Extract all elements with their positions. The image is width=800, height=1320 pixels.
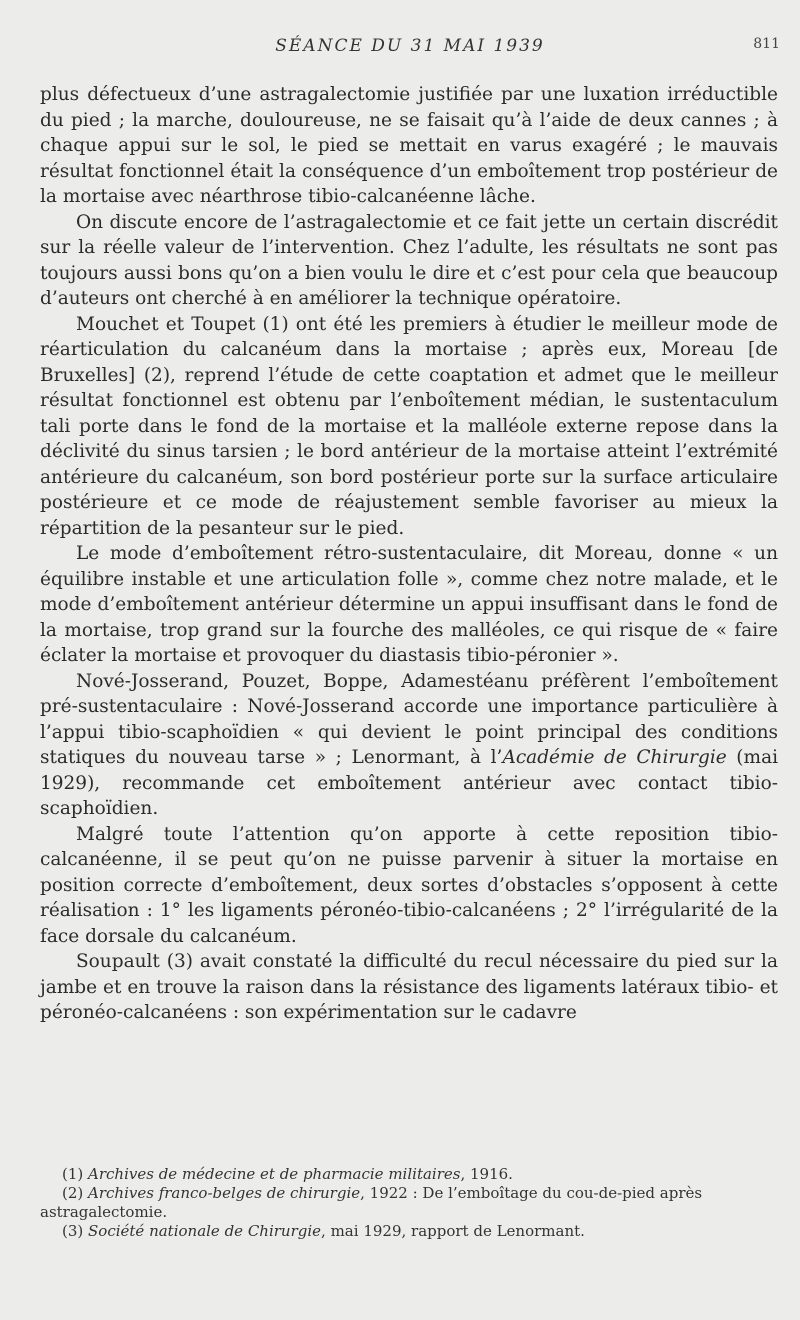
paragraph-5: [40, 669, 778, 822]
footnote-2-mark: (2): [62, 1184, 89, 1202]
footnotes: [40, 1165, 778, 1241]
page-header: [40, 36, 780, 64]
paragraph-4: Le mode d’emboîtement rétro-sustentaculaire, dit Moreau, donne « un équilibre instable et une articulation folle », comme chez notre malade, et le mode d’emboîtement antérieur détermine un appui insuffisant dans le fond de la mortaise, trop grand sur la fourche des malléoles, ce qui risque de « faire éclater la mortaise et provoquer du diastasis tibio-péronier ».: [40, 543, 778, 666]
footnote-2-rest: , 1922 : De l’emboîtage du cou-de-pied après astragalectomie.: [40, 1184, 703, 1221]
paragraph-5-text-a: Nové-Josserand, Pouzet, Boppe, Adamestéanu préfèrent l’emboîtement pré-sustentaculaire : Nové-Josserand accorde une importance particulière à l’appui tibio-scaphoïdien « qui devient le point principal des conditions statiques du nouveau tarse » ; Lenormant, à l’: [40, 670, 778, 768]
body-text: [40, 82, 778, 1026]
running-title: SÉANCE DU 31 MAI 1939: [275, 36, 545, 56]
footnote-3-source: Société nationale de Chirurgie: [88, 1222, 322, 1240]
paragraph-1: plus défectueux d’une astragalectomie justifiée par une luxation irréductible du pied ; la marche, douloureuse, ne se faisait qu’à l’aide de deux cannes ; à chaque appui sur le sol, le pied se mettait en varus exagéré ; le mauvais résultat fonctionnel était la conséquence d’un emboîtement trop postérieur de la mortaise avec néarthrose tibio-calcanéenne lâche.: [40, 84, 778, 207]
paragraph-6: Malgré toute l’attention qu’on apporte à cette reposition tibio-calcanéenne, il se peut qu’on ne puisse parvenir à situer la mortaise en position correcte d’emboîtement, deux sortes d’obstacles s’opposent à cette réalisation : 1° les ligaments péronéo-tibio-calcanéens ; 2° l’irrégularité de la face dorsale du calcanéum.: [40, 823, 778, 947]
paragraph-5-text-b: (mai 1929), recommande cet emboîtement antérieur avec contact tibio-scaphoïdien.: [40, 747, 779, 819]
paragraph-2: On discute encore de l’astragalectomie et ce fait jette un certain discrédit sur la réelle valeur de l’intervention. Chez l’adulte, les résultats ne sont pas toujours aussi bons qu’on a bien voulu le dire et c’est pour cela que beaucoup d’auteurs ont cherché à en améliorer la technique opératoire.: [40, 211, 778, 309]
footnote-1: [40, 1165, 778, 1184]
paragraph-5-italic: Académie de Chirurgie: [502, 747, 727, 768]
footnote-1-source: Archives de médecine et de pharmacie militaires: [88, 1165, 461, 1183]
footnote-3: [40, 1222, 778, 1241]
footnote-3-rest: , mai 1929, rapport de Lenormant.: [321, 1222, 585, 1240]
paragraph-3: Mouchet et Toupet (1) ont été les premiers à étudier le meilleur mode de réarticulation du calcanéum dans la mortaise ; après eux, Moreau [de Bruxelles] (2), reprend l’étude de cette coaptation et admet que le meilleur résultat fonctionnel est obtenu par l’enboîtement médian, le sustentaculum tali porte dans le fond de la mortaise et la malléole externe repose dans la déclivité du sinus tarsien ; le bord antérieur de la mortaise atteint l’extrémité antérieure du calcanéum, son bord postérieur porte sur la surface articulaire postérieure et ce mode de réajustement semble favoriser au mieux la répartition de la pesanteur sur le pied.: [40, 313, 778, 539]
footnote-1-rest: , 1916.: [460, 1165, 513, 1183]
page-number: 811: [753, 36, 780, 52]
footnote-2-source: Archives franco-belges de chirurgie: [88, 1184, 361, 1202]
footnote-2: [40, 1184, 778, 1222]
footnote-1-mark: (1): [62, 1165, 89, 1183]
footnote-3-mark: (3): [62, 1222, 89, 1240]
paragraph-7: Soupault (3) avait constaté la difficulté du recul nécessaire du pied sur la jambe et en trouve la raison dans la résistance des ligaments latéraux tibio- et péronéo-calcanéens : son expérimentation sur le cadavre: [40, 951, 778, 1023]
